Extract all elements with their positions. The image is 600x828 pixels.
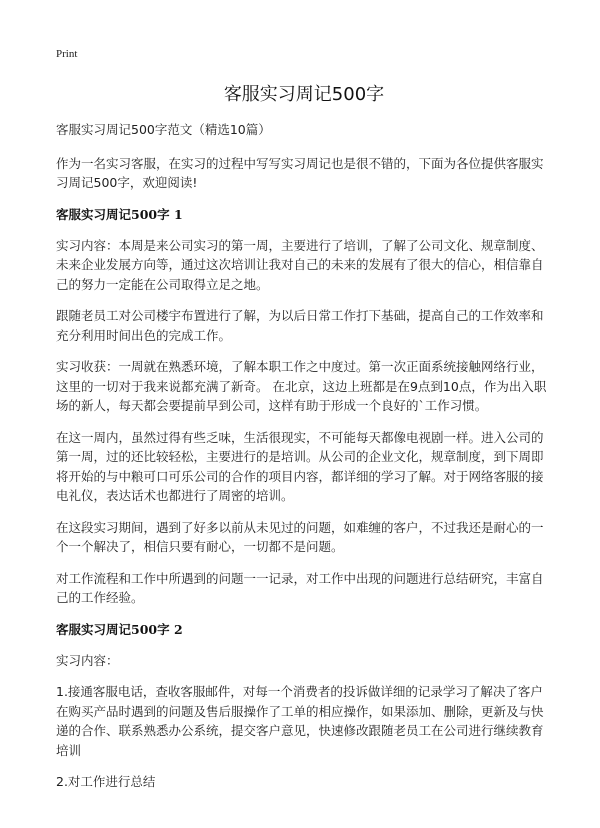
section-heading: 客服实习周记500字 1 — [56, 206, 183, 222]
section-paragraph: 对工作流程和工作中所遇到的问题一一记录，对工作中出现的问题进行总结研究，丰富自己的工作经验。 — [56, 570, 544, 605]
document-subtitle: 客服实习周记500字范文（精选10篇） — [56, 122, 271, 137]
section-1 — [56, 205, 552, 608]
section-paragraph: 在这一周内，虽然过得有些乏味，生活很现实，不可能每天都像电视剧一样。进入公司的第一周，过的还比较轻松，主要进行的是培训。从公司的企业文化，规章制度，到下周即将开始的与中粮可口可乐公司的合作的项目内容，都详细的学习了解。对于网络客服的接电礼仪，表达话术也都进行了周密的培训。 — [56, 429, 544, 503]
section-paragraph: 1.接通客服电话，查收客服邮件，对每一个消费者的投诉做详细的记录学习了解决了客户在购买产品时遇到的问题及售后服操作了工单的相应操作，如果添加、删除，更新及与快递的合作、联系熟悉办公系统，提交客户意见，快速修改跟随老员工在公司进行继续教育培训 — [56, 684, 544, 758]
section-paragraph: 2.对工作进行总结 — [56, 774, 156, 789]
section-heading: 客服实习周记500字 2 — [56, 621, 183, 637]
print-link[interactable]: Print — [56, 48, 78, 60]
section-paragraph: 跟随老员工对公司楼宇布置进行了解，为以后日常工作打下基础，提高自己的工作效率和充分利用时间出色的完成工作。 — [56, 308, 544, 343]
section-paragraph: 实习内容：本周是来公司实习的第一周，主要进行了培训，了解了公司文化、规章制度、未来企业发展方向等，通过这次培训让我对自己的未来的发展有了很大的信心，相信靠自己的努力一定能在公司取得立足之地。 — [56, 237, 544, 292]
section-paragraph: 实习内容： — [56, 652, 119, 668]
document-body — [56, 120, 552, 804]
intro-paragraph: 作为一名实习客服，在实习的过程中写写实习周记也是很不错的，下面为各位提供客服实习周记500字，欢迎阅读! — [56, 155, 544, 190]
section-2 — [56, 620, 552, 792]
section-paragraph: 实习收获：一周就在熟悉环境，了解本职工作之中度过。第一次正面系统接触网络行业，这里的一切对于我来说都充满了新奇。 在北京，这边上班都是在9点到10点，作为出入职场的新人，每天都会要提前早到公司，这样有助于形成一个良好的`工作习惯。 — [56, 359, 547, 413]
section-paragraph: 在这段实习期间，遇到了好多以前从未见过的问题，如难缠的客户，不过我还是耐心的一个一个解决了，相信只要有耐心，一切都不是问题。 — [56, 519, 544, 554]
document-title: 客服实习周记500字 — [223, 84, 385, 105]
